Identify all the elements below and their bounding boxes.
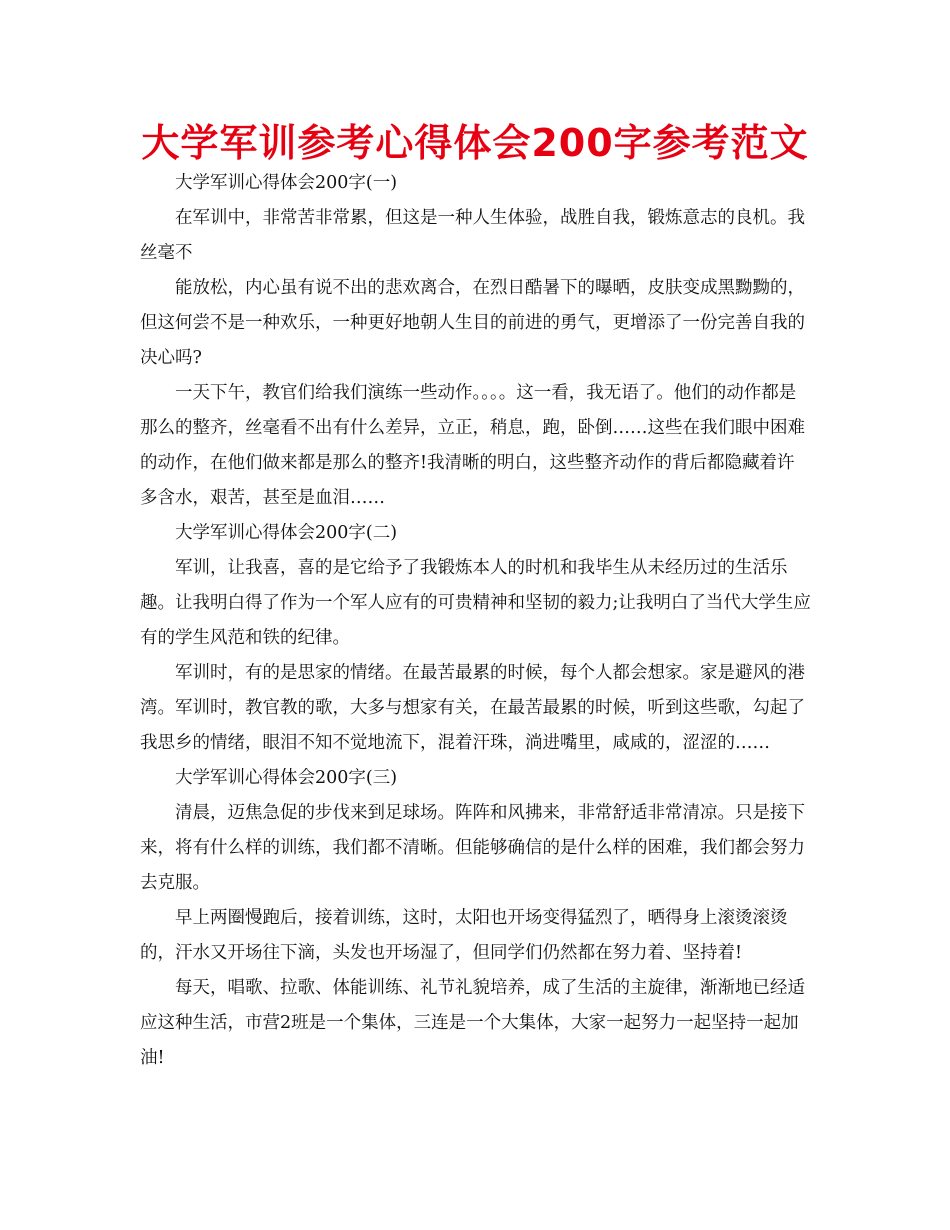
paragraph: 清晨，迈焦急促的步伐来到足球场。阵阵和风拂来，非常舒适非常清凉。只是接下来，将有什么样的训练，我们都不清晰。但能够确信的是什么样的困难，我们都会努力去克服。 [140, 803, 805, 893]
paragraph: 能放松，内心虽有说不出的悲欢离合，在烈日酷暑下的曝晒，皮肤变成黑黝黝的，但这何尝不是一种欢乐，一种更好地朝人生目的前进的勇气，更增添了一份完善自我的决心吗? [140, 278, 805, 368]
paragraph: 每天，唱歌、拉歌、体能训练、礼节礼貌培养，成了生活的主旋律，渐渐地已经适应这种生活，市营2班是一个集体，三连是一个大集体，大家一起努力一起坚持一起加油! [140, 978, 805, 1068]
document-body [140, 166, 812, 1076]
section-heading-2: 大学军训心得体会200字(二) [175, 523, 398, 543]
paragraph: 在军训中，非常苦非常累，但这是一种人生体验，战胜自我，锻炼意志的良机。我丝毫不 [140, 208, 805, 263]
section-heading-1: 大学军训心得体会200字(一) [175, 173, 398, 193]
section-heading-3: 大学军训心得体会200字(三) [175, 768, 398, 788]
paragraph: 早上两圈慢跑后，接着训练，这时，太阳也开场变得猛烈了，晒得身上滚烫滚烫的，汗水又开场往下滴，头发也开场湿了，但同学们仍然都在努力着、坚持着! [140, 908, 788, 963]
document-title: 大学军训参考心得体会200字参考范文 [141, 121, 809, 165]
paragraph: 军训，让我喜，喜的是它给予了我锻炼本人的时机和我毕生从未经历过的生活乐趣。让我明白得了作为一个军人应有的可贵精神和坚韧的毅力;让我明白了当代大学生应有的学生风范和铁的纪律。 [140, 558, 811, 648]
paragraph: 军训时，有的是思家的情绪。在最苦最累的时候，每个人都会想家。家是避风的港湾。军训时，教官教的歌，大多与想家有关，在最苦最累的时候，听到这些歌，勾起了我思乡的情绪，眼泪不知不觉地流下，混着汗珠，淌进嘴里，咸咸的，涩涩的…… [140, 663, 805, 753]
paragraph: 一天下午，教官们给我们演练一些动作。。。。这一看，我无语了。他们的动作都是那么的整齐，丝毫看不出有什么差异，立正，稍息，跑，卧倒……这些在我们眼中困难的动作，在他们做来都是那么的整齐!我清晰的明白，这些整齐动作的背后都隐藏着许多含水，艰苦，甚至是血泪…… [140, 383, 805, 508]
